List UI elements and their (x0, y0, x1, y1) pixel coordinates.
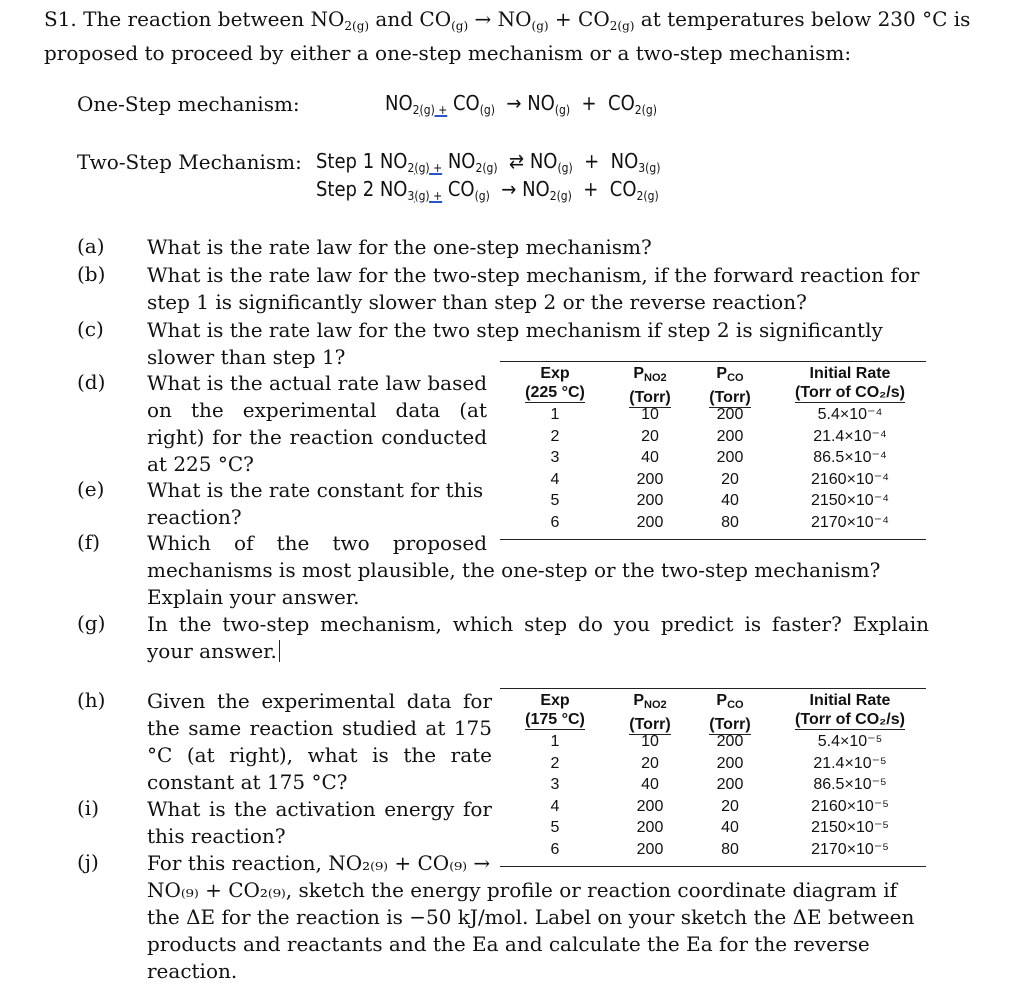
table-cell: 20 (721, 797, 739, 815)
table-cell: 2170×10⁻⁴ (810, 513, 890, 531)
question-g (147, 611, 929, 665)
header-pco: $P_{CO}$ (Torr) (709, 365, 751, 406)
intro-paragraph (44, 6, 1004, 67)
table-cell: 40 (721, 492, 739, 509)
question-c: What is the rate law for the two step mechanism if step 2 is significantly slower than step 1? (147, 318, 883, 369)
table-cell: 200 (716, 427, 744, 445)
header-exp: Exp (175 °C) (525, 692, 585, 728)
table-cell: 200 (716, 776, 744, 793)
table-cell: 4 (550, 797, 560, 815)
question-g-text: In the two-step mechanism, which step do you predict is faster? Explain your answer. (147, 612, 929, 663)
header-pno2: $P_{NO2}$ (Torr) (629, 692, 671, 733)
intro-line-1: S1. The reaction between $NO_{2(g)}$ and $CO_{(g)} \to NO_{(g)} + CO_{2(g)}$ at temperatures below 230 °C is (44, 7, 971, 33)
table-top-rule (500, 688, 926, 689)
data-table-175 (500, 687, 930, 867)
header-exp: Exp (225 °C) (525, 365, 585, 401)
question-f-rest: mechanisms is most plausible, the one-step or the two-step mechanism? Explain your answer. (147, 558, 881, 609)
table-cell: 1 (550, 733, 560, 750)
table-cell: 200 (636, 470, 664, 488)
label-f: (f) (77, 530, 101, 554)
data-table-225 (500, 360, 930, 540)
table-bottom-rule (500, 539, 926, 540)
table-cell: 80 (721, 840, 739, 858)
step1-label: Step 1 (316, 149, 375, 173)
table-cell: 2150×10⁻⁴ (810, 492, 890, 509)
table-cell: 2 (550, 427, 560, 445)
table-cell: 5.4×10⁻⁴ (817, 406, 883, 423)
question-b: What is the rate law for the two-step mechanism, if the forward reaction for step 1 is significantly slower than step 2 or the reverse reaction? (147, 263, 920, 314)
table-cell: 20 (641, 754, 659, 772)
step1-equation: Step 1 $NO_{2(g) +}$ $NO_{2(g)}$ ⇄ $NO_{(g)} + NO_{3(g)}$ (316, 149, 661, 175)
header-rate: Initial Rate (Torr of CO₂/s) (795, 692, 905, 728)
question-i: What is the activation energy for this reaction? (147, 797, 492, 848)
header-pco: $P_{CO}$ (Torr) (709, 692, 751, 733)
table-cell: 86.5×10⁻⁵ (813, 776, 887, 793)
question-j-rest: NO₍₉₎ + CO₂₍₉₎, sketch the energy profile or reaction coordinate diagram if the ΔE for the reaction is −50 kJ/mol. Label on your sketch the ΔE between products and reactants and the Ea and calculate the Ea for the reverse reaction. (147, 878, 915, 983)
table-top-rule (500, 361, 926, 362)
label-a: (a) (77, 234, 105, 258)
table-cell: 6 (550, 840, 560, 858)
question-h: Given the experimental data for the same reaction studied at 175 °C (at right), what is the rate constant at 175 °C? (147, 689, 492, 794)
table-cell: 3 (550, 776, 560, 793)
table-cell: 2170×10⁻⁵ (811, 840, 889, 858)
two-step-label: Two-Step Mechanism: (77, 150, 302, 174)
question-d: What is the actual rate law based on the experimental data (at right) for the reaction conducted at 225 °C? (147, 371, 487, 476)
header-rate: Initial Rate (Torr of CO₂/s) (795, 365, 905, 401)
label-c: (c) (77, 317, 104, 341)
table-cell: 6 (550, 513, 560, 531)
table-cell: 2150×10⁻⁵ (811, 819, 889, 836)
table-cell: 10 (641, 733, 659, 750)
question-e: What is the rate constant for this reaction? (147, 478, 484, 529)
table-cell: 21.4×10⁻⁴ (813, 427, 887, 445)
label-j: (j) (77, 850, 99, 874)
table-cell: 200 (716, 733, 744, 750)
table-cell: 200 (636, 819, 664, 836)
table-cell: 20 (641, 427, 659, 445)
question-f-line1: Which of the two proposed (147, 531, 487, 555)
table-cell: 5.4×10⁻⁵ (817, 733, 883, 750)
table-cell: 20 (721, 470, 739, 488)
one-step-label: One-Step mechanism: (77, 92, 300, 116)
table-cell: 200 (716, 449, 744, 466)
table-cell: 40 (721, 819, 739, 836)
table-cell: 86.5×10⁻⁴ (813, 449, 887, 466)
label-g: (g) (77, 611, 106, 635)
question-j-line1: For this reaction, NO₂₍₉₎ + CO₍₉₎ → (147, 851, 491, 875)
table-cell: 200 (636, 840, 664, 858)
table-cell: 3 (550, 449, 560, 466)
table-cell: 200 (636, 797, 664, 815)
table-cell: 2160×10⁻⁴ (810, 470, 890, 488)
table-cell: 4 (550, 470, 560, 488)
text-cursor (279, 640, 280, 662)
header-pno2: $P_{NO2}$ (Torr) (629, 365, 671, 406)
step2-label: Step 2 (316, 177, 375, 201)
label-d: (d) (77, 370, 106, 394)
table-cell: 5 (550, 819, 560, 836)
label-b: (b) (77, 262, 106, 286)
table-cell: 200 (716, 754, 744, 772)
label-h: (h) (77, 688, 106, 712)
label-i: (i) (77, 796, 100, 820)
step2-equation: Step 2 $NO_{3(g) +}$ $CO_{(g)} \to NO_{2(g)} + CO_{2(g)}$ (316, 177, 659, 203)
table-cell: 2 (550, 754, 560, 772)
label-e: (e) (77, 477, 105, 501)
table-cell: 80 (721, 513, 739, 531)
question-a: What is the rate law for the one-step mechanism? (147, 235, 652, 259)
one-step-equation: $NO_{2(g) +}$ $CO_{(g)} \to NO_{(g)} + CO_{2(g)}$ (385, 91, 657, 117)
table-bottom-rule (500, 866, 926, 867)
table-cell: 200 (636, 513, 664, 531)
intro-line-2: proposed to proceed by either a one-step mechanism or a two-step mechanism: (44, 41, 852, 65)
table-cell: 1 (550, 406, 560, 423)
table-cell: 10 (641, 406, 659, 423)
table-cell: 200 (716, 406, 744, 423)
table-cell: 200 (636, 492, 664, 509)
table-cell: 21.4×10⁻⁵ (813, 754, 887, 772)
table-cell: 5 (550, 492, 560, 509)
table-cell: 40 (641, 449, 659, 466)
table-cell: 40 (641, 776, 659, 793)
table-cell: 2160×10⁻⁵ (811, 797, 889, 815)
